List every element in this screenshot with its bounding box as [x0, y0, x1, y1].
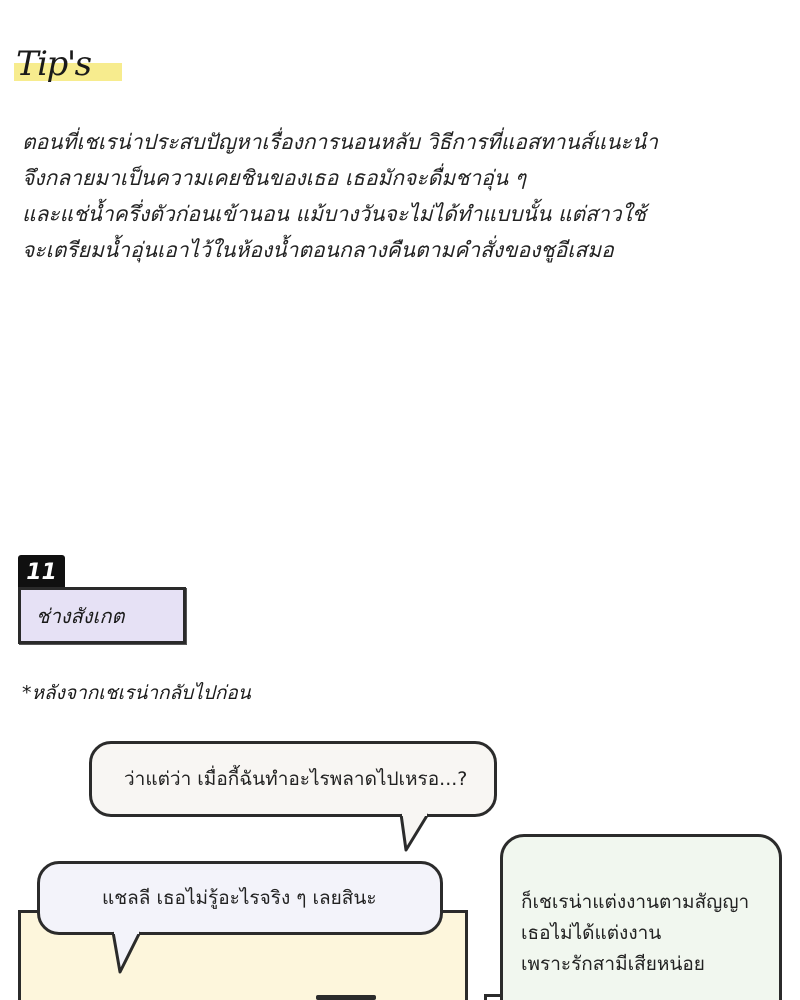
tips-paragraph [22, 124, 782, 268]
speech-bubble-second-text: แชลลี เธอไม่รู้อะไรจริง ๆ เลยสินะ [102, 887, 377, 909]
speech-bubble-first-tail [398, 812, 432, 854]
speech-bubble-first-text: ว่าแต่ว่า เมื่อกี้ฉันทำอะไรพลาดไปเหรอ...? [124, 768, 468, 790]
section-number-badge: 11 [18, 555, 65, 591]
speech-bubble-third-line: ก็เชเรน่าแต่งงานตามสัญญา [521, 891, 750, 913]
tips-line: ตอนที่เชเรน่าประสบปัญหาเรื่องการนอนหลับ วิธีการที่แอสทานส์แนะนำ [22, 130, 658, 154]
speech-bubble-first [89, 741, 497, 817]
panel-cut-mark [316, 995, 376, 1000]
tips-line: จะเตรียมน้ำอุ่นเอาไว้ในห้องน้ำตอนกลางคืนตามคำสั่งของชูอีเสมอ [22, 238, 614, 262]
speech-bubble-second-tail [110, 930, 144, 976]
tips-line: และแช่น้ำครึ่งตัวก่อนเข้านอน แม้บางวันจะไม่ได้ทำแบบนั้น แต่สาวใช้ [22, 202, 647, 226]
scene-note: *หลังจากเชเรน่ากลับไปก่อน [22, 682, 251, 704]
section-topic-label: ช่างสังเกต [36, 604, 125, 628]
speech-bubble-third-line: เพราะรักสามีเสียหน่อย [521, 953, 705, 975]
speech-bubble-third-line: เธอไม่ได้แต่งงาน [521, 922, 662, 944]
tips-title: Tip's [16, 44, 91, 84]
speech-bubble-second [37, 861, 443, 935]
speech-bubble-third [500, 834, 782, 1000]
tips-line: จึงกลายมาเป็นความเคยชินของเธอ เธอมักจะดื่มชาอุ่น ๆ [22, 166, 527, 190]
